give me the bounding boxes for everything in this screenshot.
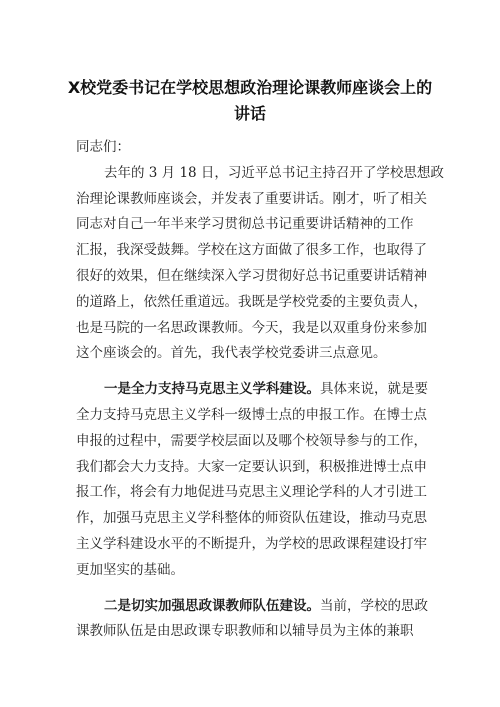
- paragraph-line: 更加坚实的基础。: [76, 561, 184, 578]
- point-lead-text: 当前，学校的思政: [320, 597, 428, 614]
- paragraph-line: 很好的效果，但在继续深入学习贯彻好总书记重要讲话精神: [76, 267, 427, 284]
- point-heading: 二是切实加强思政课教师队伍建设。: [104, 597, 320, 614]
- paragraph-line: 作，加强马克思主义学科整体的师资队伍建设，推动马克思: [76, 510, 427, 527]
- paragraph-line: 我们都会大力支持。大家一定要认识到，积极推进博士点申: [76, 458, 427, 475]
- paragraph-line: 治理论课教师座谈会，并发表了重要讲话。刚才，听了相关: [76, 190, 427, 207]
- title-line-2: 讲话: [233, 104, 266, 123]
- document-body: [76, 135, 444, 645]
- paragraph-line: [76, 377, 428, 403]
- paragraph-point-one: [76, 377, 428, 583]
- paragraph-line: 申报的过程中，需要学校层面以及哪个校领导参与的工作，: [76, 432, 427, 449]
- salutation: 同志们：: [76, 139, 130, 155]
- paragraph-line: 主义学科建设水平的不断提升，为学校的思政课程建设打牢: [76, 535, 427, 552]
- paragraph-line: 汇报，我深受鼓舞。学校在这方面做了很多工作，也取得了: [76, 242, 427, 259]
- document-title: [60, 75, 440, 127]
- title-line-1: X校党委书记在学校思想政治理论课教师座谈会上的: [67, 78, 433, 97]
- point-lead-text: 具体来说，就是要: [320, 381, 428, 398]
- point-heading: 一是全力支持马克思主义学科建设。: [104, 381, 320, 398]
- paragraph-opening: [76, 161, 444, 367]
- paragraph-point-two: [76, 594, 428, 646]
- paragraph-line: 去年的 3 月 18 日，习近平总书记主持召开了学校思想政: [104, 164, 444, 181]
- paragraph-line: 全力支持马克思主义学科一级博士点的申报工作。在博士点: [76, 406, 427, 423]
- paragraph-line: 同志对自己一年半来学习贯彻总书记重要讲话精神的工作: [76, 216, 414, 233]
- paragraph-line: [76, 594, 428, 620]
- paragraph-line: 也是马院的一名思政课教师。今天，我是以双重身份来参加: [76, 319, 427, 336]
- paragraph-line: 这个座谈会的。首先，我代表学校党委讲三点意见。: [76, 345, 387, 362]
- paragraph-line: 报工作，将会有力地促进马克思主义理论学科的人才引进工: [76, 484, 427, 501]
- paragraph-line: 课教师队伍是由思政课专职教师和以辅导员为主体的兼职: [76, 623, 414, 640]
- paragraph-line: 的道路上，依然任重道远。我既是学校党委的主要负责人，: [76, 293, 427, 310]
